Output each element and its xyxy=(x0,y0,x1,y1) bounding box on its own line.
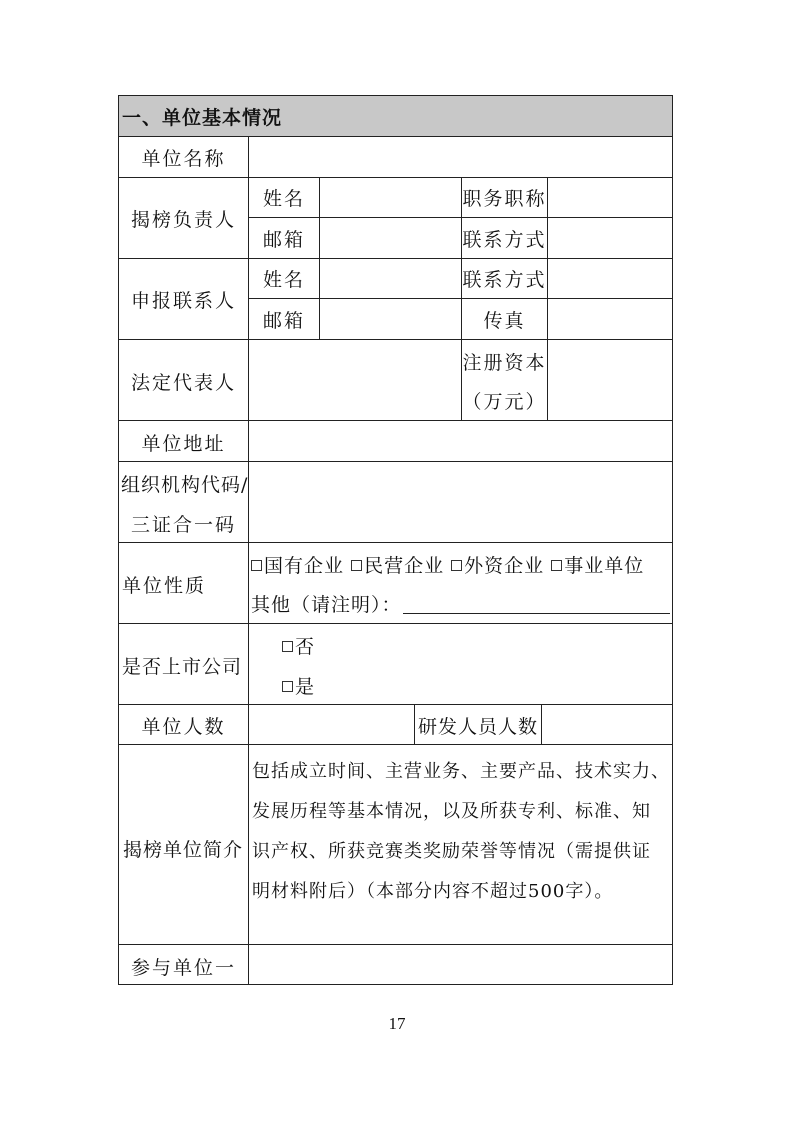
leader-phone-label-cell xyxy=(461,217,548,259)
staff-count-label: 单位人数 xyxy=(141,716,226,738)
nature-options-line xyxy=(251,556,644,576)
contact-phone-label: 联系方式 xyxy=(462,269,547,291)
contact-fax-label-cell xyxy=(461,298,548,340)
unit-name-label: 单位名称 xyxy=(141,148,226,170)
section-title: 一、单位基本情况 xyxy=(122,107,283,129)
checkbox-icon[interactable] xyxy=(282,641,293,652)
leader-title-label: 职务职称 xyxy=(462,188,547,210)
checkbox-icon[interactable] xyxy=(451,560,462,571)
listed-label: 是否上市公司 xyxy=(122,656,243,678)
intro-label: 揭榜单位简介 xyxy=(123,839,244,861)
nature-foreign-option[interactable]: 外资企业 xyxy=(451,555,544,577)
intro-text-line: 包括成立时间、主营业务、主要产品、技术实力、 xyxy=(252,761,670,782)
leader-email-label-cell xyxy=(248,217,320,259)
listed-options-cell xyxy=(248,623,673,705)
leader-label-cell xyxy=(118,177,249,259)
contact-name-field[interactable] xyxy=(319,258,462,299)
reg-capital-label: 注册资本 xyxy=(462,352,547,374)
contact-phone-label-cell xyxy=(461,258,548,299)
rd-staff-label: 研发人员人数 xyxy=(417,716,538,738)
checkbox-icon[interactable] xyxy=(351,560,362,571)
listed-label-cell xyxy=(118,623,249,705)
contact-email-label: 邮箱 xyxy=(262,310,305,332)
leader-label: 揭榜负责人 xyxy=(130,209,236,231)
address-label: 单位地址 xyxy=(141,433,226,455)
checkbox-icon[interactable] xyxy=(251,560,262,571)
leader-title-field[interactable] xyxy=(547,177,673,218)
nature-state-option[interactable]: 国有企业 xyxy=(251,555,344,577)
section-header xyxy=(118,95,673,137)
leader-email-field[interactable] xyxy=(319,217,462,259)
checkbox-icon[interactable] xyxy=(282,681,293,692)
contact-phone-field[interactable] xyxy=(547,258,673,299)
contact-name-label-cell xyxy=(248,258,320,299)
partner-label: 参与单位一 xyxy=(130,957,236,979)
intro-text-line: 发展历程等基本情况，以及所获专利、标准、知 xyxy=(252,801,651,822)
reg-capital-label-cell xyxy=(461,339,548,421)
nature-label-cell xyxy=(118,542,249,624)
leader-name-label: 姓名 xyxy=(262,188,305,210)
org-code-label-line2: 三证合一码 xyxy=(130,514,236,536)
reg-capital-unit: （万元） xyxy=(462,391,547,413)
intro-label-cell xyxy=(118,744,249,945)
nature-options-cell xyxy=(248,542,673,624)
rd-staff-field[interactable] xyxy=(541,704,673,745)
basic-info-form xyxy=(119,96,674,986)
staff-count-label-cell xyxy=(118,704,249,745)
reg-capital-field[interactable] xyxy=(547,339,673,421)
unit-name-label-cell xyxy=(118,136,249,178)
staff-count-field[interactable] xyxy=(248,704,415,745)
listed-yes-option[interactable]: 是 xyxy=(282,677,316,697)
contact-fax-label: 传真 xyxy=(483,310,526,332)
leader-title-label-cell xyxy=(461,177,548,218)
leader-email-label: 邮箱 xyxy=(262,229,305,251)
nature-other-label: 其他（请注明）： xyxy=(251,594,402,616)
legal-rep-label-cell xyxy=(118,339,249,421)
nature-label: 单位性质 xyxy=(122,575,207,597)
leader-phone-field[interactable] xyxy=(547,217,673,259)
address-field[interactable] xyxy=(248,420,673,462)
partner-field[interactable] xyxy=(248,944,673,985)
listed-no-option[interactable]: 否 xyxy=(282,637,316,657)
org-code-label: 组织机构代码/ xyxy=(121,474,249,496)
org-code-field[interactable] xyxy=(248,461,673,543)
contact-fax-field[interactable] xyxy=(547,298,673,340)
leader-name-field[interactable] xyxy=(319,177,462,218)
contact-label-cell xyxy=(118,258,249,340)
org-code-label-cell xyxy=(118,461,249,543)
nature-public-option[interactable]: 事业单位 xyxy=(551,555,644,577)
intro-text-line: 识产权、所获竞赛类奖励荣誉等情况（需提供证 xyxy=(252,841,651,862)
legal-rep-field[interactable] xyxy=(248,339,462,421)
leader-phone-label: 联系方式 xyxy=(462,229,547,251)
contact-name-label: 姓名 xyxy=(262,269,305,291)
partner-label-cell xyxy=(118,944,249,985)
address-label-cell xyxy=(118,420,249,462)
leader-name-label-cell xyxy=(248,177,320,218)
contact-email-field[interactable] xyxy=(319,298,462,340)
contact-email-label-cell xyxy=(248,298,320,340)
unit-name-field[interactable] xyxy=(248,136,673,178)
page-number: 17 xyxy=(388,1014,406,1033)
nature-private-option[interactable]: 民营企业 xyxy=(351,555,444,577)
legal-rep-label: 法定代表人 xyxy=(130,372,236,394)
checkbox-icon[interactable] xyxy=(551,560,562,571)
nature-other-input-line[interactable] xyxy=(403,613,670,614)
intro-field[interactable] xyxy=(248,744,673,945)
contact-label: 申报联系人 xyxy=(130,290,236,312)
rd-staff-label-cell xyxy=(414,704,542,745)
intro-text-line: 明材料附后）（本部分内容不超过500字）。 xyxy=(252,881,614,902)
